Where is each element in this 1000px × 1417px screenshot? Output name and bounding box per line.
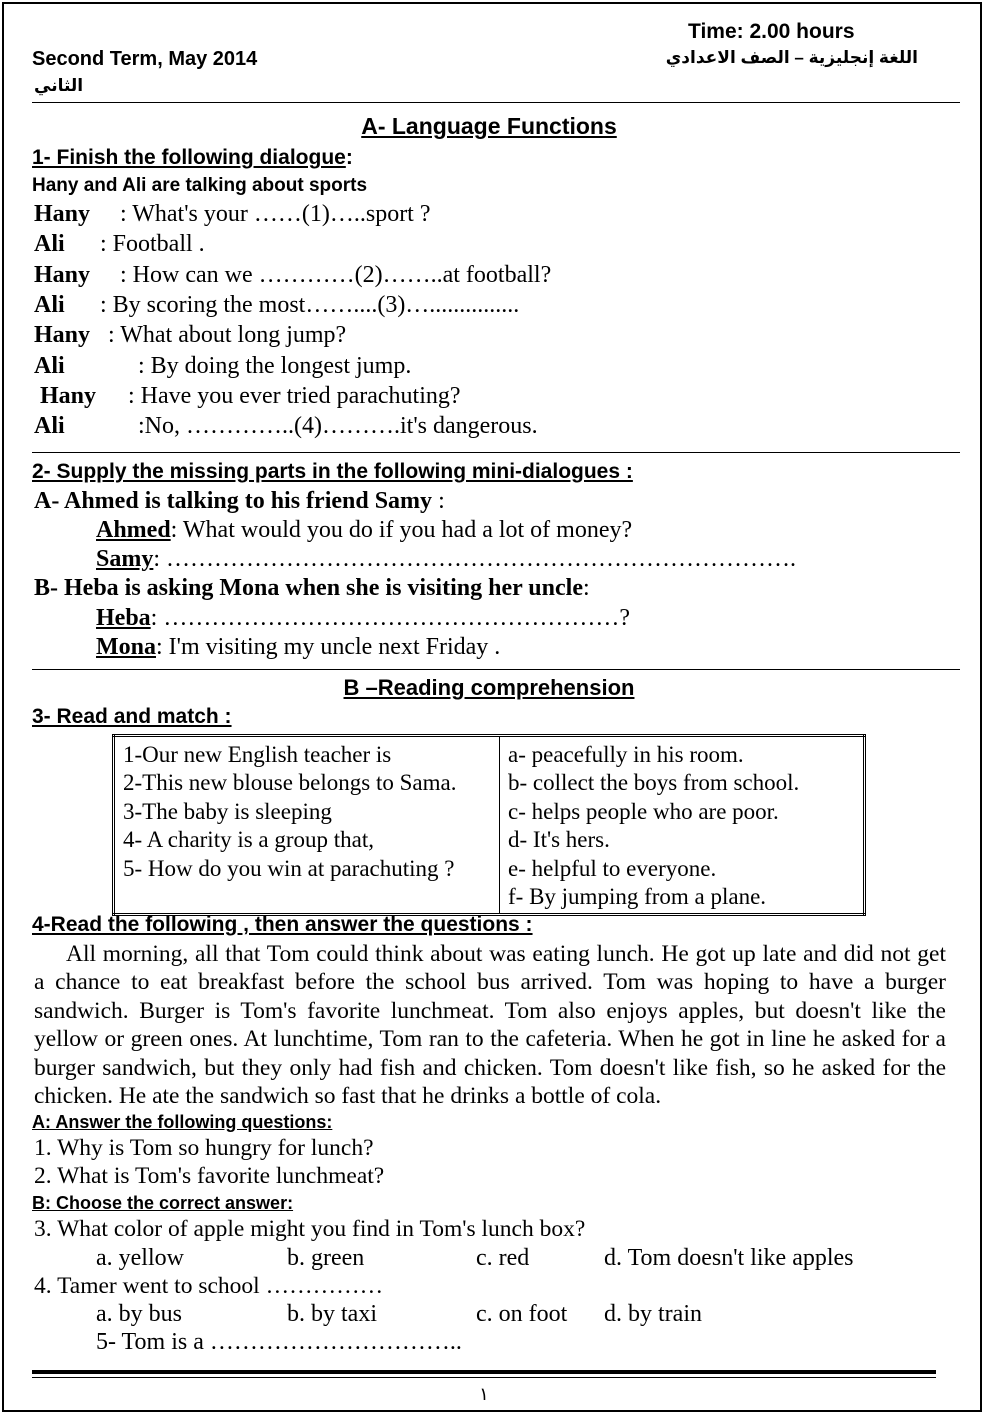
page-number: ١ (479, 1384, 489, 1404)
question: 1. Why is Tom so hungry for lunch? (34, 1135, 374, 1161)
question: 2. What is Tom's favorite lunchmeat? (34, 1163, 385, 1189)
mini-dialogue-line (96, 634, 500, 661)
dialogue-text: : What would you do if you had a lot of money? (170, 517, 633, 543)
dialogue-line (34, 413, 538, 440)
match-option: e- helpful to everyone. (508, 855, 717, 881)
match-item: 2-This new blouse belongs to Sama. (123, 770, 457, 796)
match-left-column (114, 736, 500, 915)
part-b-title: B: Choose the correct answer: (32, 1193, 294, 1213)
speaker: Ali (34, 231, 65, 257)
speaker: Hany (34, 322, 91, 348)
answer-option: b. green (287, 1245, 365, 1271)
speaker: Hany (34, 201, 91, 227)
answer-option: d. by train (604, 1301, 702, 1327)
answer-option: a. by bus (96, 1301, 182, 1327)
speaker: Hany (34, 262, 91, 288)
speaker: Ali (34, 292, 65, 318)
reading-passage: All morning, all that Tom could think about was eating lunch. He got up late and did not get a chance to eat breakfast before the school bus arrived. Tom was hoping to have a burger sandwich. Burger is Tom's favorite lunchmeat. Tom also enjoys apples, but doesn't like the yellow or green ones. At lunchtime, Tom ran to the cafeteria. When he got in line he asked for a burger sandwich, but they only had fish and chicken. Tom doesn't like fish, so he asked for the chicken. He ate the sandwich so fast that he drinks a bottle of cola. (34, 941, 946, 1110)
match-option: c- helps people who are poor. (508, 798, 779, 824)
dialogue-line (40, 383, 461, 410)
match-option: d- It's hers. (508, 827, 610, 853)
speaker: Ali (34, 353, 65, 379)
dialogue-text: :No, …………..(4)……….it's dangerous. (138, 413, 538, 439)
dialogue-text: : By doing the longest jump. (138, 353, 412, 379)
speaker: Ahmed (96, 517, 171, 543)
section-divider (32, 669, 960, 670)
mini-dialogue-line (96, 517, 632, 544)
grade-arabic: الثاني (34, 76, 84, 95)
answer-option: c. on foot (476, 1301, 568, 1327)
exam-term: Second Term, May 2014 (32, 48, 258, 70)
section-a-title: A- Language Functions (361, 113, 617, 139)
q1-title-text: 1- Finish the following dialogue (32, 146, 346, 169)
dialogue-line (34, 322, 346, 349)
q2-b-intro-text: B- Heba is asking Mona when she is visiting her uncle (34, 575, 583, 601)
match-option: f- By jumping from a plane. (508, 884, 767, 910)
dialogue-text: : Football . (100, 231, 205, 257)
dialogue-line (34, 292, 519, 319)
q4-title: 4-Read the following , then answer the questions : (32, 913, 533, 936)
match-item: 5- How do you win at parachuting ? (123, 855, 455, 881)
dialogue-line (34, 353, 411, 380)
q2-a-intro-colon: : (432, 488, 445, 514)
question: 4. Tamer went to school …………… (34, 1273, 384, 1299)
dialogue-text: : What about long jump? (108, 322, 347, 348)
match-option: a- peacefully in his room. (508, 742, 744, 767)
match-option: b- collect the boys from school. (508, 770, 800, 796)
speaker: Mona (96, 634, 156, 660)
match-item: 3-The baby is sleeping (123, 798, 332, 824)
footer-rule-thin (32, 1377, 936, 1378)
q2-a-intro-text: A- Ahmed is talking to his friend Samy (34, 488, 433, 514)
footer-rule-thick (32, 1370, 936, 1374)
question: 3. What color of apple might you find in Tom's lunch box? (34, 1216, 586, 1242)
header-divider (32, 102, 960, 103)
answer-option: b. by taxi (287, 1301, 377, 1327)
section-divider (32, 452, 960, 453)
q1-intro: Hany and Ali are talking about sports (32, 175, 368, 196)
q1-title (32, 146, 353, 170)
q3-title: 3- Read and match : (32, 705, 232, 728)
mini-dialogue-line (96, 546, 796, 573)
dialogue-line (34, 262, 551, 289)
q1-title-colon: : (345, 146, 353, 169)
q2-a-intro (34, 488, 445, 515)
dialogue-line (34, 231, 205, 258)
match-item: 1-Our new English teacher is (123, 742, 392, 767)
question: 5- Tom is a ………………………….. (96, 1329, 462, 1355)
match-table (112, 734, 866, 916)
answer-blank: : ……………………………………………………………………. (153, 546, 797, 572)
match-item: 4- A charity is a group that, (123, 827, 375, 853)
q2-b-intro-colon: : (582, 575, 590, 601)
subject-arabic: اللغة إنجليزية – الصف الاعدادي (665, 48, 918, 67)
answer-option: a. yellow (96, 1245, 184, 1271)
mini-dialogue-line (96, 605, 630, 632)
speaker: Heba (96, 605, 151, 631)
speaker: Hany (40, 383, 97, 409)
answer-option: d. Tom doesn't like apples (604, 1245, 854, 1271)
speaker: Ali (34, 413, 65, 439)
dialogue-text: : How can we …………(2)……..at football? (120, 262, 552, 288)
exam-time: Time: 2.00 hours (688, 20, 855, 43)
q2-b-intro (34, 575, 590, 602)
part-a-title: A: Answer the following questions: (32, 1112, 333, 1132)
dialogue-text: : Have you ever tried parachuting? (128, 383, 461, 409)
q2-title: 2- Supply the missing parts in the following mini-dialogues : (32, 460, 633, 483)
dialogue-text: : By scoring the most……....(3)…............... (100, 292, 520, 318)
dialogue-line (34, 201, 431, 228)
dialogue-text: : What's your ……(1)…..sport ? (120, 201, 431, 227)
speaker: Samy (96, 546, 154, 572)
section-b-title: B –Reading comprehension (343, 675, 635, 700)
match-right-column (500, 736, 865, 915)
exam-page (2, 2, 982, 1412)
answer-blank: : …………………………………………………? (150, 605, 630, 631)
dialogue-text: : I'm visiting my uncle next Friday . (156, 634, 501, 660)
answer-option: c. red (476, 1245, 530, 1271)
